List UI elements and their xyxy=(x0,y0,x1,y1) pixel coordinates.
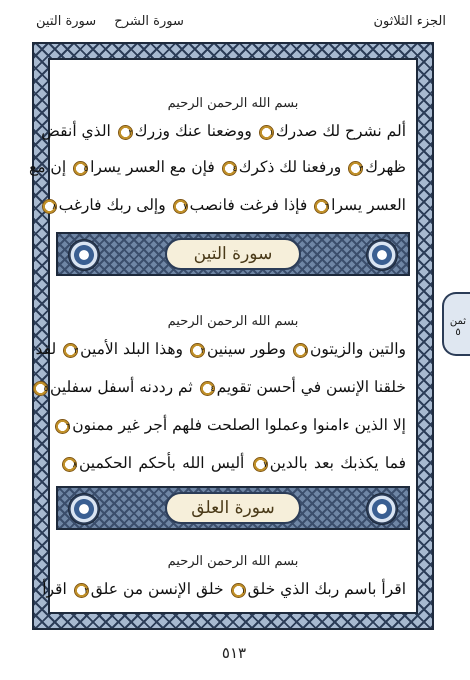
basmala-alaq: بسم الله الرحمن الرحيم xyxy=(167,554,299,569)
verse-text: خلقنا الإنسن في أحسن تقويم xyxy=(216,378,406,396)
verse-text: وإلى ربك فارغب xyxy=(58,196,166,214)
ayah-number-marker: ٢ xyxy=(74,583,89,598)
verse-text: خلق الإنسن من علق xyxy=(90,580,224,598)
basmala-tin: بسم الله الرحمن الرحيم xyxy=(167,314,299,329)
ayah-number-marker: ٢ xyxy=(118,125,133,140)
ayah-number-marker: ٤ xyxy=(200,381,215,396)
surah-banner-tin xyxy=(56,232,410,276)
ornamental-frame xyxy=(28,42,434,630)
verse-text: أليس الله بأحكم الحكمين xyxy=(79,454,245,472)
hizb-marker-tab xyxy=(442,292,470,356)
verse-text: فما يكذبك بعد بالدين xyxy=(269,454,407,472)
tin-line-3 xyxy=(60,416,406,434)
surah-title-alaq: سورة العلق xyxy=(165,492,301,524)
sharh-line-1 xyxy=(41,122,406,140)
ayah-number-marker: ٧ xyxy=(173,199,188,214)
page-number: ٥١٣ xyxy=(221,644,247,662)
surah-name-left: سورة التين xyxy=(36,14,97,29)
tin-line-2 xyxy=(43,378,406,396)
ayah-number-marker: ٣ xyxy=(63,343,78,358)
ayah-number-marker: ١ xyxy=(293,343,308,358)
ayah-number-marker: ٥ xyxy=(73,161,88,176)
verse-text: وهذا البلد الأمين xyxy=(80,340,184,358)
ayah-number-marker: ٣ xyxy=(348,161,363,176)
verse-text: العسر يسرا xyxy=(331,196,406,214)
ayah-number-marker: ١ xyxy=(231,583,246,598)
ayah-number-marker: ٦ xyxy=(314,199,329,214)
ayah-number-marker: ٨ xyxy=(62,457,77,472)
hizb-marker-text: ثمن ٥ xyxy=(449,316,467,338)
page-header xyxy=(0,10,468,34)
verse-text: ووضعنا عنك وزرك xyxy=(134,122,252,140)
verse-text: الذي أنقض xyxy=(41,122,111,140)
sharh-line-2 xyxy=(28,158,406,176)
surah-names xyxy=(22,14,184,29)
verse-text: ثم رددنه أسفل سفلين xyxy=(50,378,193,396)
sharh-line-3 xyxy=(52,196,406,214)
verse-text: ظهرك xyxy=(365,158,406,176)
verse-text: ألم نشرح لك صدرك xyxy=(275,122,406,140)
verse-text: اقرأ باسم ربك الذي خلق xyxy=(247,580,406,598)
surah-title-tin: سورة التين xyxy=(165,238,301,270)
verse-text: فإن مع العسر يسرا xyxy=(90,158,215,176)
ayah-number-marker: ٧ xyxy=(253,457,268,472)
verse-text: فإذا فرغت فانصب xyxy=(189,196,308,214)
rosette-ornament xyxy=(366,239,398,271)
verse-text: وطور سينين xyxy=(206,340,287,358)
rosette-ornament xyxy=(68,239,100,271)
ayah-number-marker: ١ xyxy=(259,125,274,140)
tin-line-1 xyxy=(35,340,406,358)
rosette-ornament xyxy=(366,493,398,525)
verse-text: إن مع xyxy=(28,158,67,176)
surah-banner-alaq xyxy=(56,486,410,530)
quran-text xyxy=(28,60,416,612)
verse-text: ورفعنا لك ذكرك xyxy=(238,158,342,176)
surah-name-right: سورة الشرح xyxy=(114,14,184,29)
basmala-sharh: بسم الله الرحمن الرحيم xyxy=(167,96,299,111)
ayah-number-marker: ٦ xyxy=(55,419,70,434)
verse-text: والتين والزيتون xyxy=(309,340,406,358)
verse-text: إلا الذين ءامنوا وعملوا الصلحت فلهم أجر غير ممنون xyxy=(72,416,406,434)
tin-line-4 xyxy=(60,454,406,472)
text-panel xyxy=(28,58,418,614)
verse-text: لقد xyxy=(35,340,57,358)
verse-text: اقرأ xyxy=(42,580,67,598)
juz-label: الجزء الثلاثون xyxy=(373,14,446,29)
ayah-number-marker: ٨ xyxy=(42,199,57,214)
ayah-number-marker: ٥ xyxy=(33,381,48,396)
rosette-ornament xyxy=(68,493,100,525)
alaq-line-1 xyxy=(42,580,406,598)
ayah-number-marker: ٤ xyxy=(222,161,237,176)
ayah-number-marker: ٢ xyxy=(190,343,205,358)
